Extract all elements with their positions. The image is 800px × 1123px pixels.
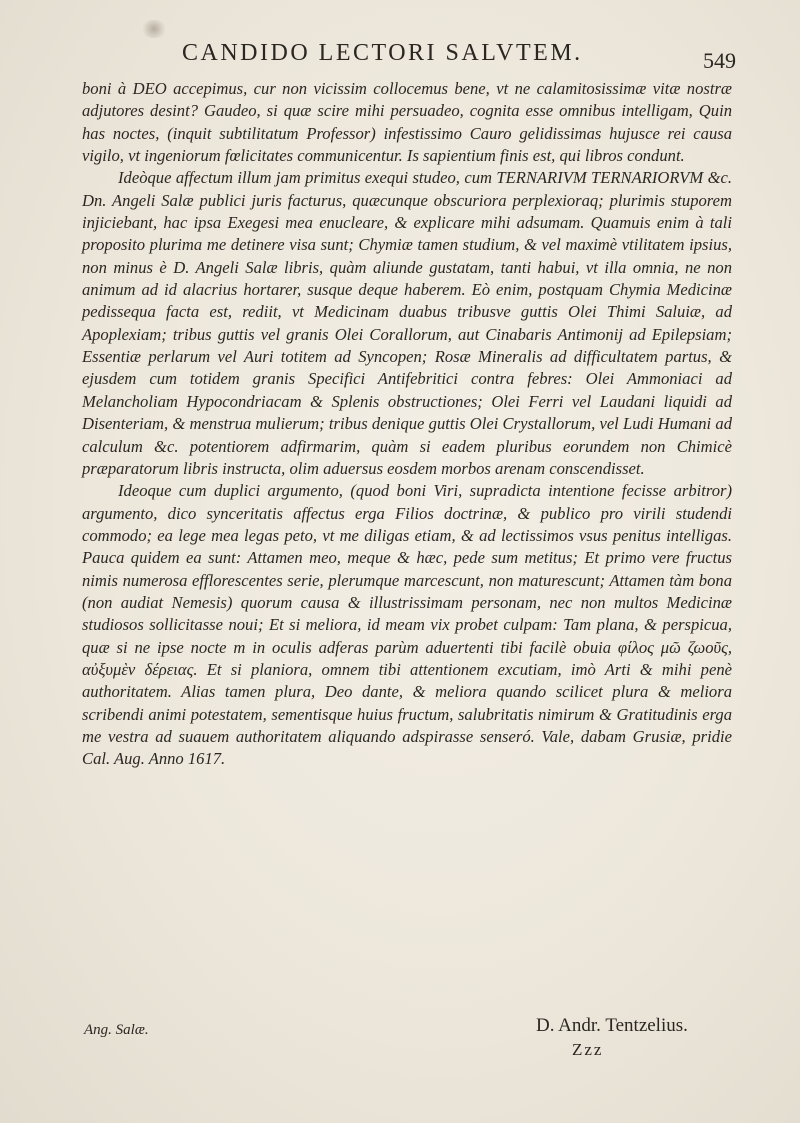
body-text <box>82 78 732 771</box>
paragraph-closing: Ideoque cum duplici argumento, (quod boni Viri, supradicta intentione fecisse arbitror) argumento, dico synceritatis affectus erga Filios doctrinæ, & publico pro virili studendi commodo; ea lege mea legas peto, vt me diligas etiam, & ad lectissimos vsus penitus intelligas. Pauca quidem ea sunt: Attamen meo, meque & hæc, pede sum metitus; Et primo vere fructus nimis numerosa efflorescentes serie, plerumque marcescunt, non maturescunt; Attamen tàm bona (non audiat Nemesis) quorum causa & illustrissimam personam, nec non multos Medicinæ studiosos sollicitasse noui; Et si meliora, id meam vix probet culpam: Tam plana, & perspicua, quæ si ne ipse nocte m in oculis adferas parùm aduertenti tibi facilè obuia φίλος μῶ ζωοῦς, αὐξυμὲν δέρειας. Et si planiora, omnem tibi attentionem excutiam, imò Arti & mihi penè authoritatem. Alias tamen plura, Deo dante, & meliora quando scilicet plura & meliora scribendi animi potestatem, sementisque huius fructum, salubritatis nimirum & Gratitudinis erga me vestra ad suauem authoritatem aliquando adspirasse senseró. Vale, dabam Grusiæ, pridie Cal. Aug. Anno 1617. <box>82 481 732 769</box>
page-number: 549 <box>703 48 736 73</box>
catchword: Ang. Salæ. <box>84 1022 149 1038</box>
running-head: CANDIDO LECTORI SALVTEM. <box>182 40 583 66</box>
page-header <box>0 40 800 73</box>
paragraph-chymia: Ideòque affectum illum jam primitus exequi studeo, cum TERNARIVM TERNARIORVM &c. Dn. Angeli Salæ publici juris facturus, quæcunque obscuriora perplexioraq; plurimis stuporem injiciebant, hac ipsa Exegesi mea enucleare, & explicare mihi adsumam. Quamuis enim à tali proposito plurima me detinere visa sunt; Chymiæ tamen studium, & vel maximè vtilitatem ipsius, non minus è D. Angeli Salæ libris, quàm aliunde gustatam, tanti habui, vt illa omnia, ne non animum ad id alacrius hortarer, susque deque haberem. Eò enim, postquam Chymia Medicinæ pedissequa facta est, rediit, vt Medicinam duabus tribusve guttis Olei Thimi Saluiæ, ad Apoplexiam; tribus guttis vel granis Olei Corallorum, aut Cinabaris Antimonij ad Epilepsiam; Essentiæ perlarum vel Auri totitem ad Syncopen; Rosæ Mineralis ad difficultatem partus, & ejusdem cum totidem granis Specifici Antifebritici contra febres: Olei Ammoniaci ad Melancholiam Hypocondriacam & Splenis obstructiones; Olei Ferri vel Laudani liquidi ad Disenteriam, & menstrua mulierum; tribus denique guttis Olei Crystallorum, vel Ludi Humani ad calculum &c. potentiorem adfirmarim, quàm si eadem pluribus eorundem non Chimicè præparatorum libris instructa, olim aduersus eosdem morbos arenam conscendisset. <box>82 168 732 478</box>
ink-blemish <box>140 20 168 38</box>
paragraph-continuation: boni à DEO accepimus, cur non vicissim collocemus bene, vt ne calamitosissimæ vitæ nostræ adjutores desint? Gaudeo, si quæ scire mihi persuadeo, cognita esse omnibus intelligam, Quin has noctes, (inquit subtilitatum Professor) infestissimo Cauro gelidissimas hujusce rei causa vigilo, vt ingeniorum fœlicitates communicentur. Is sapientium finis est, qui libros condunt. <box>82 79 732 166</box>
author-signature: D. Andr. Tentzelius. <box>536 1015 688 1036</box>
signature-mark: Zzz <box>572 1040 604 1059</box>
